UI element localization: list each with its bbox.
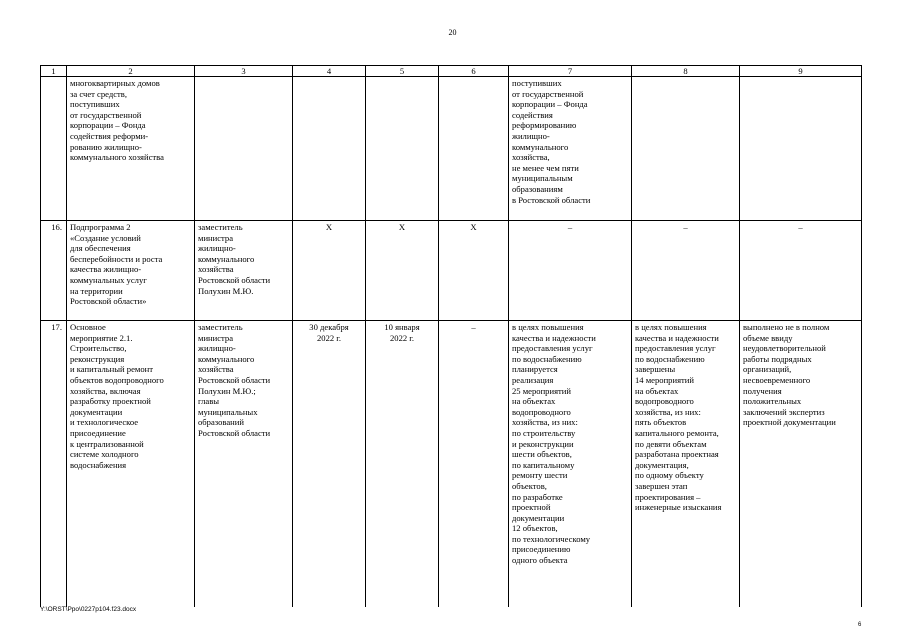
responsible-cell: заместитель министра жилищно- коммунального хозяйства Ростовской области Полухин М.Ю. (195, 221, 293, 321)
planned-result-cell: – (509, 221, 632, 321)
actual-end-cell: X (439, 221, 509, 321)
header-cell: 5 (366, 66, 439, 77)
planned-date-cell: X (293, 221, 366, 321)
row-number (41, 77, 67, 221)
row-number: 17. (41, 321, 67, 607)
actual-start-cell: 10 января 2022 г. (366, 321, 439, 607)
problems-cell: – (740, 221, 862, 321)
planned-result-cell: в целях повышения качества и надежности предоставления услуг по водоснабжению планируется реализация 25 мероприятий на объектах водопроводного хозяйства, из них: по строительству и реконструкции шести объектов, по капитальному ремонту шести объектов, по разработке проектной документации 12 объектов, по технологическому присоединению одного объекта (509, 321, 632, 607)
row-number: 16. (41, 221, 67, 321)
table-row (41, 221, 862, 321)
header-cell: 7 (509, 66, 632, 77)
actual-end-cell: – (439, 321, 509, 607)
actual-start-cell: X (366, 221, 439, 321)
header-cell: 3 (195, 66, 293, 77)
event-name-cell: Основное мероприятие 2.1. Строительство, реконструкция и капитальный ремонт объектов водопроводного хозяйства, включая разработку проектной документации и технологическое присоединение к централизованной системе холодного водоснабжения (67, 321, 195, 607)
problems-cell (740, 77, 862, 221)
header-cell: 1 (41, 66, 67, 77)
event-name-cell: Подпрограмма 2 «Создание условий для обеспечения бесперебойности и роста качества жилищно- коммунальных услуг на территории Ростовской области» (67, 221, 195, 321)
header-cell: 2 (67, 66, 195, 77)
actual-result-cell: в целях повышения качества и надежности предоставления услуг по водоснабжению завершены 14 мероприятий на объектах водопроводного хозяйства, из них: пять объектов капитального ремонта, по девяти объектам разработана проектная документация, по одному объекту завершен этап проектирования – инженерные изыскания (632, 321, 740, 607)
header-cell: 6 (439, 66, 509, 77)
planned-date-cell: 30 декабря 2022 г. (293, 321, 366, 607)
responsible-cell: заместитель министра жилищно- коммунального хозяйства Ростовской области Полухин М.Ю.; главы муниципальных образований Ростовской области (195, 321, 293, 607)
actual-result-cell (632, 77, 740, 221)
header-row (41, 66, 862, 77)
table-row (41, 321, 862, 607)
actual-start-cell (366, 77, 439, 221)
actual-result-cell: – (632, 221, 740, 321)
planned-date-cell (293, 77, 366, 221)
page-number: 20 (448, 28, 457, 37)
file-path-footer: Y:\ORST\Ppo\0227p104.f23.docx (40, 606, 137, 613)
report-table (40, 65, 862, 607)
event-name-cell: многоквартирных домов за счет средств, поступивших от государственной корпорации – Фонда содействия реформи- рованию жилищно- коммунального хозяйства (67, 77, 195, 221)
problems-cell: выполнено не в полном объеме ввиду неудовлетворительной работы подрядных организаций, несвоевременного получения положительных заключений экспертиз проектной документации (740, 321, 862, 607)
planned-result-cell: поступивших от государственной корпорации – Фонда содействия реформированию жилищно- коммунального хозяйства, не менее чем пяти муниципальным образованиям в Ростовской области (509, 77, 632, 221)
corner-mark: 6 (858, 622, 862, 628)
header-cell: 8 (632, 66, 740, 77)
table-row (41, 77, 862, 221)
responsible-cell (195, 77, 293, 221)
actual-end-cell (439, 77, 509, 221)
header-cell: 9 (740, 66, 862, 77)
header-cell: 4 (293, 66, 366, 77)
